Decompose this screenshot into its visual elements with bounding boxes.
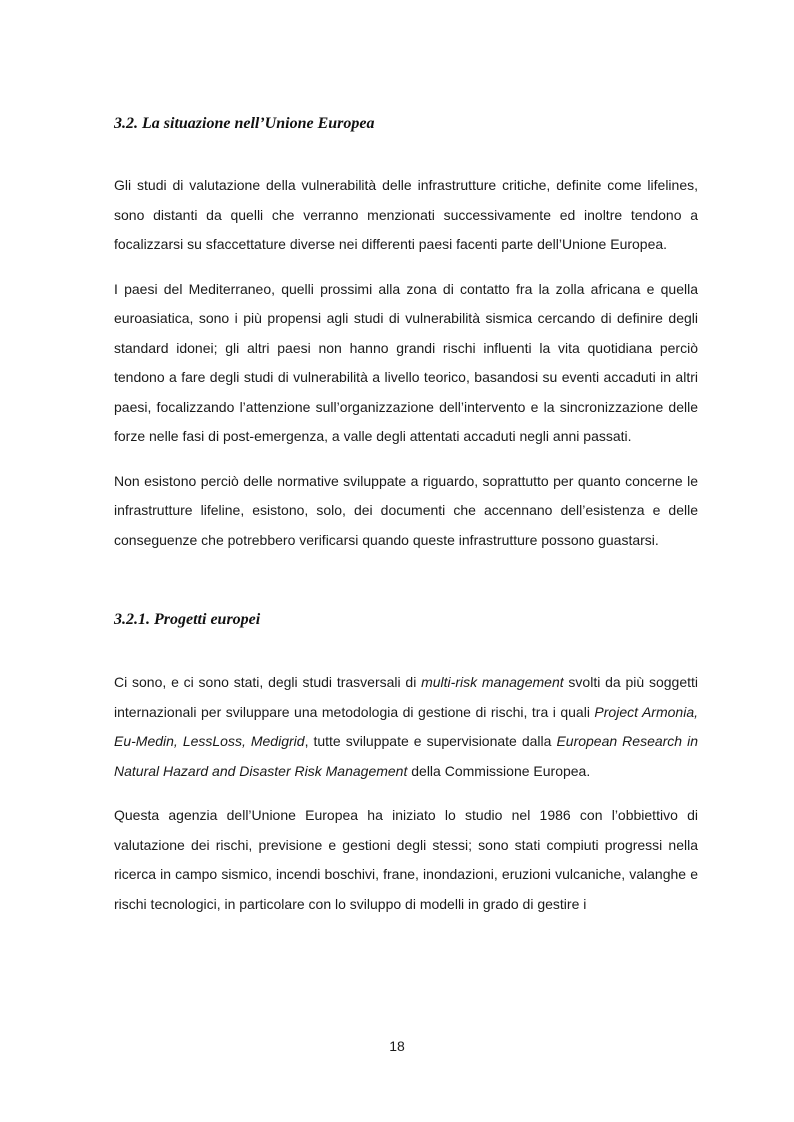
text-run: Ci sono, e ci sono stati, degli studi trasversali di [114,674,422,690]
section-paragraph-2: I paesi del Mediterraneo, quelli prossimi alla zona di contatto fra la zolla africana e quella euroasiatica, sono i più propensi agli studi di vulnerabilità sismica cercando di definire degli standard idonei; gli altri paesi non hanno grandi rischi influenti la vita quotidiana perciò tendono a fare degli studi di vulnerabilità a livello teorico, basandosi su eventi accaduti in altri paesi, focalizzando l’attenzione sull’organizzazione dell’intervento e la sincronizzazione delle forze nelle fasi di post-emergenza, a valle degli attentati accaduti negli anni passati. [114,280,698,444]
page-body [114,112,698,919]
text-run: svolti da più soggetti internazionali per sviluppare una metodologia di gestione di rischi, tra i quali [114,674,698,720]
italic-project-names: Project Armonia, Eu-Medin, LessLoss, Medigrid [114,703,698,749]
text-run: della Commissione Europea. [407,762,591,779]
subsection-paragraph-2: Questa agenzia dell’Unione Europea ha iniziato lo studio nel 1986 con l’obbiettivo di valutazione dei rischi, previsione e gestioni degli stessi; sono stati compiuti progressi nella ricerca in campo sismico, incendi boschivi, frane, inondazioni, eruzioni vulcaniche, valanghe e rischi tecnologici, in particolare con lo sviluppo di modelli in grado di gestire i [114,807,698,912]
section-heading: 3.2. La situazione nell’Unione Europea [114,115,375,132]
subsection-paragraph-1 [114,668,698,786]
section-paragraph-1: Gli studi di valutazione della vulnerabilità delle infrastrutture critiche, definite come lifelines, sono distanti da quelli che verranno menzionati successivamente ed inoltre tendono a focalizzarsi su sfaccettature diverse nei differenti paesi facenti parte dell’Unione Europea. [114,177,698,252]
text-run: , tutte sviluppate e supervisionate dalla [304,733,557,749]
italic-term-multi-risk: multi-risk management [421,674,564,690]
section-paragraph-3: Non esistono perciò delle normative sviluppate a riguardo, soprattutto per quanto concerne le infrastrutture lifeline, esistono, solo, dei documenti che accennano dell’esistenza e delle conseguenze che potrebbero verificarsi quando queste infrastrutture possono guastarsi. [114,472,698,548]
italic-program-name: European Research in Natural Hazard and Disaster Risk Management [114,733,699,779]
subsection-heading: 3.2.1. Progetti europei [114,611,261,628]
page-number: 18 [389,1038,405,1054]
